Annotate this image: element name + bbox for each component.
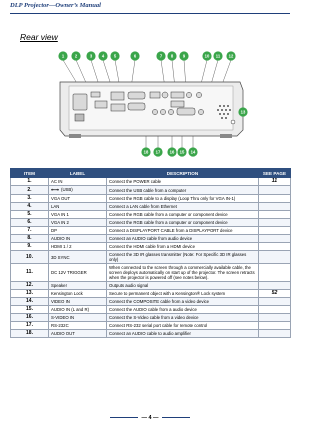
svg-text:11: 11 <box>215 53 221 59</box>
row-see-page <box>259 219 291 227</box>
table-row <box>11 251 291 264</box>
row-label: AUDIO IN <box>49 235 107 243</box>
svg-text:3: 3 <box>89 53 93 59</box>
row-description: Secure to permanent object with a Kensington® Lock system <box>107 290 259 298</box>
connector-table <box>10 168 291 338</box>
callout-9 <box>179 51 188 60</box>
callout-5 <box>110 51 119 60</box>
row-see-page <box>259 235 291 243</box>
column-header-label: LABEL <box>49 169 107 178</box>
row-item: 13. <box>11 290 49 298</box>
svg-text:15: 15 <box>179 149 185 155</box>
row-item: 4. <box>11 203 49 211</box>
row-item: 12. <box>11 282 49 290</box>
table-row <box>11 195 291 203</box>
row-see-page <box>259 322 291 330</box>
callout-13 <box>238 107 247 116</box>
svg-text:16: 16 <box>169 149 175 155</box>
table-row <box>11 306 291 314</box>
callout-4 <box>98 51 107 60</box>
row-label: VGA OUT <box>49 195 107 203</box>
row-item: 18. <box>11 330 49 338</box>
table-row <box>11 314 291 322</box>
section-title: Rear view <box>20 32 58 42</box>
row-item: 3. <box>11 195 49 203</box>
row-label: VIDEO IN <box>49 298 107 306</box>
table-row <box>11 298 291 306</box>
row-description: Connect the AUDIO cable from a audio device <box>107 306 259 314</box>
row-description: Connect the COMPOSITE cable from a video device <box>107 298 259 306</box>
row-label: VGA IN 1 <box>49 211 107 219</box>
callout-12 <box>226 51 235 60</box>
row-label-text: (USB) <box>61 187 73 192</box>
row-description: Connect the RGB cable to a display (Loop Thru only for VGA IN-1) <box>107 195 259 203</box>
row-description: Connect a LAN cable from Ethernet <box>107 203 259 211</box>
row-label: LAN <box>49 203 107 211</box>
row-see-page <box>259 251 291 264</box>
column-header-see-page: SEE PAGE <box>259 169 291 178</box>
row-description: Connect the S-Video cable from a video device <box>107 314 259 322</box>
row-label: AC IN <box>49 178 107 186</box>
row-see-page <box>259 298 291 306</box>
callout-15 <box>177 147 186 156</box>
row-see-page <box>259 211 291 219</box>
page-header: DLP Projector—Owner’s Manual <box>10 2 101 9</box>
table-header-row <box>11 169 291 178</box>
callout-6 <box>130 51 139 60</box>
row-label: DP <box>49 227 107 235</box>
row-item: 14. <box>11 298 49 306</box>
svg-text:17: 17 <box>155 149 161 155</box>
table-row <box>11 203 291 211</box>
table-row <box>11 219 291 227</box>
row-item: 1. <box>11 178 49 186</box>
page-number <box>0 415 300 421</box>
row-see-page <box>259 282 291 290</box>
svg-text:13: 13 <box>240 109 246 115</box>
callout-16 <box>167 147 176 156</box>
table-row <box>11 235 291 243</box>
row-see-page <box>259 243 291 251</box>
table-row <box>11 282 291 290</box>
kensington-slot <box>231 120 235 124</box>
column-header-description: DESCRIPTION <box>107 169 259 178</box>
svg-text:7: 7 <box>159 53 163 59</box>
table-row <box>11 290 291 298</box>
table-row <box>11 227 291 235</box>
row-label: S-VIDEO IN <box>49 314 107 322</box>
row-see-page <box>259 186 291 195</box>
row-item: 5. <box>11 211 49 219</box>
svg-text:9: 9 <box>182 53 186 59</box>
row-description: Connect the HDMI cable from a HDMI device <box>107 243 259 251</box>
callout-14 <box>188 147 197 156</box>
row-see-page <box>259 227 291 235</box>
row-label: Speaker <box>49 282 107 290</box>
svg-text:8: 8 <box>170 53 174 59</box>
row-description: Connect the POWER cable <box>107 178 259 186</box>
svg-text:18: 18 <box>143 149 149 155</box>
svg-text:2: 2 <box>74 53 78 59</box>
projector-rear-panel <box>60 82 243 136</box>
row-see-page <box>259 330 291 338</box>
row-item: 10. <box>11 251 49 264</box>
row-see-page <box>259 264 291 282</box>
row-item: 16. <box>11 314 49 322</box>
row-item: 6. <box>11 219 49 227</box>
callout-18 <box>141 147 150 156</box>
row-label: AUDIO IN (L and R) <box>49 306 107 314</box>
row-see-page <box>259 306 291 314</box>
usb-icon: ⭠⭢ <box>51 187 60 193</box>
row-see-page: 11 <box>259 178 291 186</box>
callout-1 <box>58 51 67 60</box>
row-item: 7. <box>11 227 49 235</box>
table-row <box>11 186 291 195</box>
table-row <box>11 264 291 282</box>
row-label: RS-232C <box>49 322 107 330</box>
row-item: 8. <box>11 235 49 243</box>
table-row <box>11 178 291 186</box>
row-see-page <box>259 195 291 203</box>
table-row <box>11 211 291 219</box>
svg-text:5: 5 <box>113 53 117 59</box>
row-item: 9. <box>11 243 49 251</box>
callout-8 <box>167 51 176 60</box>
row-see-page: 52 <box>259 290 291 298</box>
row-description: Connect a DISPLAYPORT CABLE from a DISPLAYPORT device <box>107 227 259 235</box>
row-item: 17. <box>11 322 49 330</box>
svg-text:12: 12 <box>228 53 234 59</box>
row-item: 2. <box>11 186 49 195</box>
svg-text:4: 4 <box>101 53 105 59</box>
row-label: Kensington Lock <box>49 290 107 298</box>
svg-text:14: 14 <box>190 149 196 155</box>
row-description: Connect an AUDIO cable to audio amplifier <box>107 330 259 338</box>
row-see-page <box>259 203 291 211</box>
table-row <box>11 330 291 338</box>
table-row <box>11 322 291 330</box>
callout-3 <box>86 51 95 60</box>
row-item: 11. <box>11 264 49 282</box>
table-row <box>11 243 291 251</box>
callout-10 <box>202 51 211 60</box>
row-item: 15. <box>11 306 49 314</box>
row-label: 3D SYNC <box>49 251 107 264</box>
header-rule <box>10 13 290 14</box>
callout-7 <box>156 51 165 60</box>
row-description: When connected to the screen through a commercially available cable, the screen deploys automatically on start up of the projector. The screen retracts when the projector is powered off (see notes below). <box>107 264 259 282</box>
page-number-text: — 4 — <box>138 415 161 421</box>
row-label: AUDIO OUT <box>49 330 107 338</box>
column-header-item: ITEM <box>11 169 49 178</box>
svg-text:6: 6 <box>133 53 137 59</box>
row-label <box>49 186 107 195</box>
row-label: DC 12V TRIGGER <box>49 264 107 282</box>
svg-text:1: 1 <box>61 53 65 59</box>
row-see-page <box>259 314 291 322</box>
callout-2 <box>71 51 80 60</box>
row-description: Connect the 3D IR glasses transmitter (Note: For Specific 3D IR glasses only) <box>107 251 259 264</box>
row-description: Connect the RGB cable from a computer or component device <box>107 219 259 227</box>
row-description: Outputs audio signal <box>107 282 259 290</box>
row-description: Connect RS-232 serial port cable for remote control <box>107 322 259 330</box>
row-label: VGA IN 2 <box>49 219 107 227</box>
svg-text:10: 10 <box>204 53 210 59</box>
callout-17 <box>153 147 162 156</box>
row-description: Connect an AUDIO cable from audio device <box>107 235 259 243</box>
callout-11 <box>213 51 222 60</box>
row-description: Connect the USB cable from a computer <box>107 186 259 195</box>
row-description: Connect the RGB cable from a computer or component device <box>107 211 259 219</box>
row-label: HDMI 1 / 2 <box>49 243 107 251</box>
rear-panel-diagram <box>55 50 250 160</box>
